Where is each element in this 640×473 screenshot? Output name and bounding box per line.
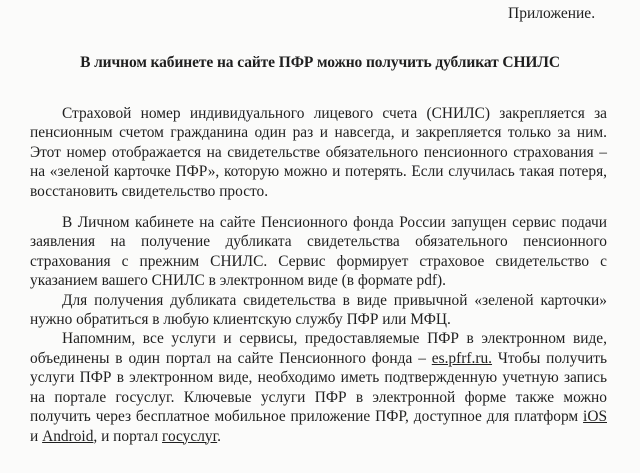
paragraph-e-services	[30, 329, 607, 445]
link-android[interactable]: Android	[42, 427, 94, 445]
text-segment: , и портал	[93, 427, 163, 445]
link-es-pfrf[interactable]: es.pfrf.ru.	[431, 349, 493, 367]
text-segment: Чтобы получить услуги ПФР в электронном виде, необходимо иметь подтвержденную учетную запись на портале госуслуг. Ключевые услуги ПФР в электронной форме также можно получить через бесплатное мобильное приложение ПФР, доступное для платформ	[30, 349, 607, 426]
text-segment: и	[30, 427, 43, 445]
appendix-label: Приложение.	[508, 5, 596, 22]
document-body	[30, 104, 607, 446]
paragraph-online-service: В Личном кабинете на сайте Пенсионного фонда России запущен сервис подачи заявления на получение дубликата свидетельства обязательного пенсионного страхования с прежним СНИЛС. Сервис формирует страховое свидетельство с указанием вашего СНИЛС в электронном виде (в формате pdf).	[30, 214, 607, 290]
link-ios[interactable]: iOS	[583, 408, 607, 426]
text-segment: Напомним, все услуги и сервисы, предоставляемые ПФР в электронном виде, объединены в один портал на сайте Пенсионного фонда –	[30, 330, 607, 367]
text-segment: .	[217, 427, 222, 445]
link-gosuslugi[interactable]: госуслуг	[162, 427, 218, 445]
paragraph-snils-intro: Страховой номер индивидуального лицевого счета (СНИЛС) закрепляется за пенсионным счетом гражданина один раз и навсегда, и закрепляется только за ним. Этот номер отображается на свидетельстве обязательного пенсионного страхования – на «зеленой карточке ПФР», которую можно и потерять. Если случилась такая потеря, восстановить свидетельство просто.	[30, 105, 607, 200]
paragraph-green-card: Для получения дубликата свидетельства в виде привычной «зеленой карточки» нужно обратиться в любую клиентскую службу ПФР или МФЦ.	[30, 291, 607, 329]
document-title: В личном кабинете на сайте ПФР можно получить дубликат СНИЛС	[80, 54, 560, 71]
